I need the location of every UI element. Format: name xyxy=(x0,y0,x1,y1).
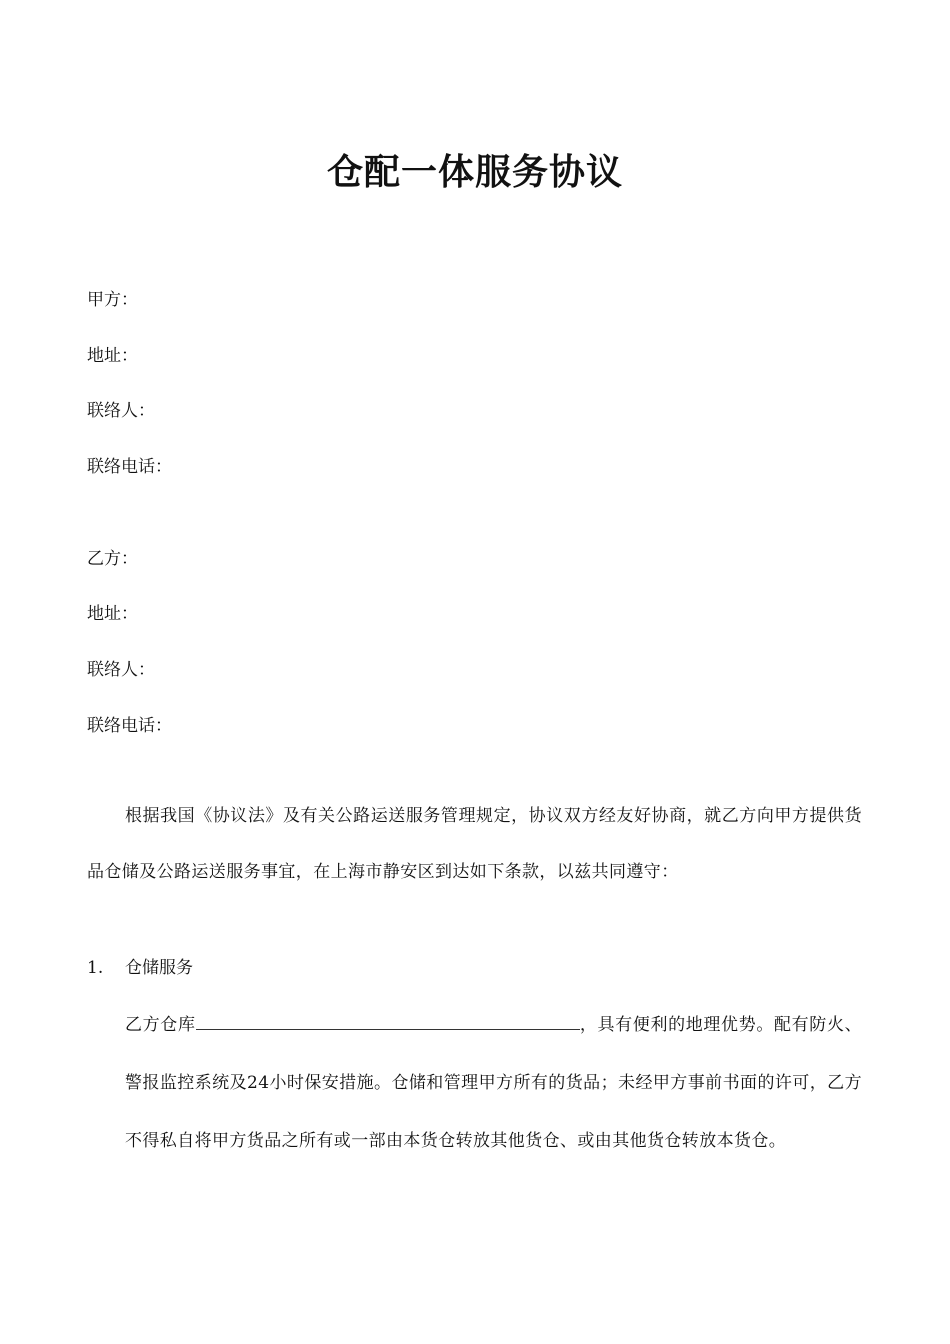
party-a-label: 甲方： xyxy=(87,290,138,310)
warehouse-prefix: 乙方仓库 xyxy=(125,1015,196,1035)
warehouse-description: ，具有便利的地理优势。配有防火、警报监控系统及24小时保安措施。仓储和管理甲方所有的货品；未经甲方事前书面的许可，乙方不得私自将甲方货品之所有或一部由本货仓转放其他货仓、或由其他货仓转放本货仓。 xyxy=(125,1015,862,1151)
section-1-title: 仓储服务 xyxy=(125,958,193,978)
party-a-phone-label: 联络电话： xyxy=(87,457,172,477)
party-a-contact-label: 联络人： xyxy=(87,401,155,421)
section-1-number: 1. xyxy=(87,958,104,978)
party-b-label: 乙方： xyxy=(87,549,138,569)
party-b-contact-label: 联络人： xyxy=(87,660,155,680)
party-a-address-label: 地址： xyxy=(87,346,138,366)
warehouse-address-blank xyxy=(196,1011,580,1030)
section-1-body xyxy=(125,996,862,1170)
party-b-address-label: 地址： xyxy=(87,604,138,624)
document-title: 仓配一体服务协议 xyxy=(326,151,623,193)
party-b-phone-label: 联络电话： xyxy=(87,716,172,736)
intro-paragraph: 根据我国《协议法》及有关公路运送服务管理规定，协议双方经友好协商，就乙方向甲方提供货品仓储及公路运送服务事宜，在上海市静安区到达如下条款，以兹共同遵守： xyxy=(87,806,862,882)
